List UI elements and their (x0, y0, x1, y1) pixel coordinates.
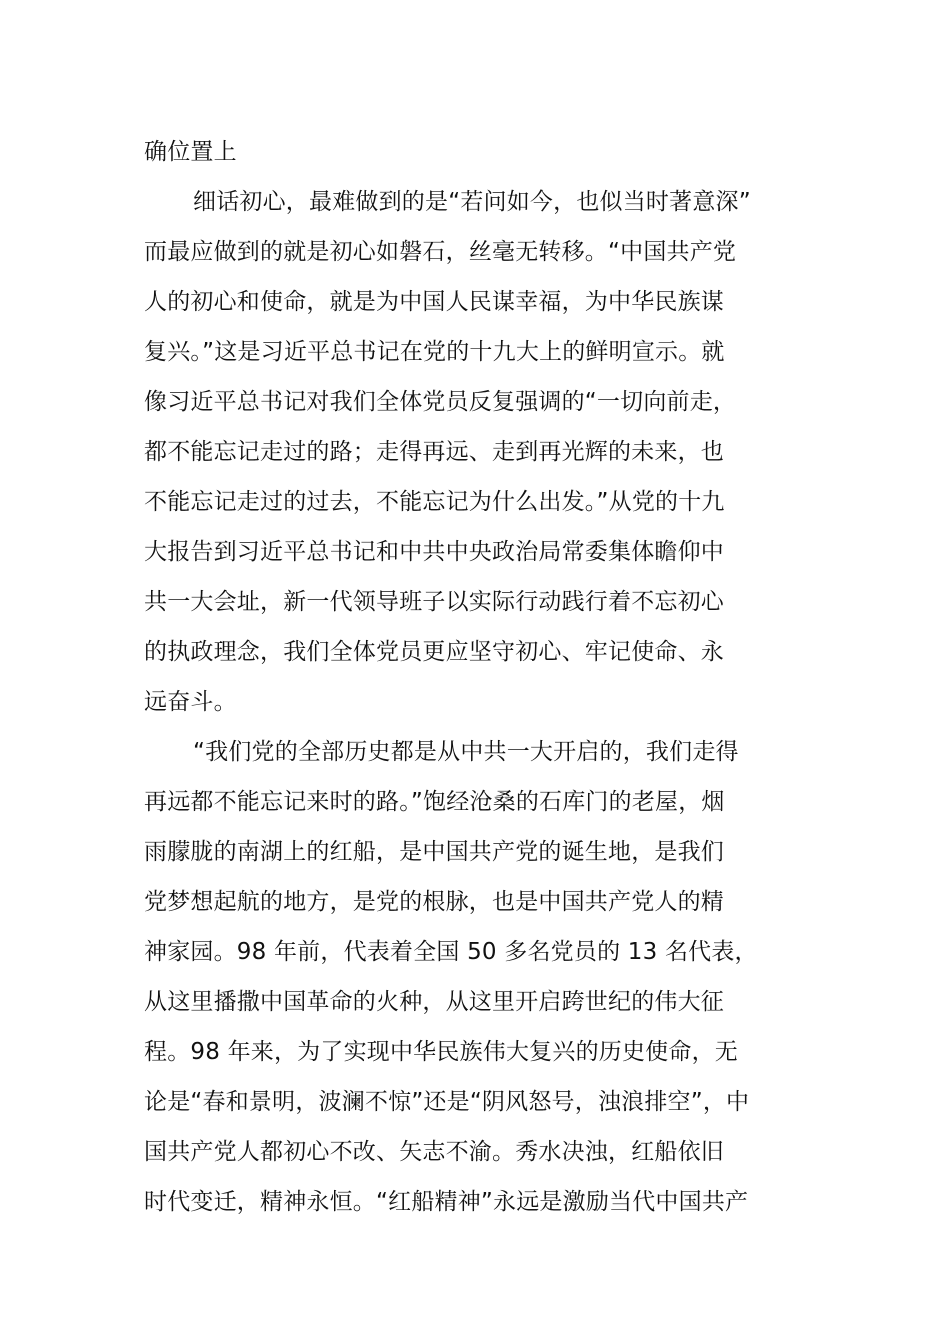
text-line: 的执政理念，我们全体党员更应坚守初心、牢记使命、永 (144, 639, 724, 665)
text-line: 共一大会址，新一代领导班子以实际行动践行着不忘初心 (144, 589, 724, 615)
text-line: 时代变迁，精神永恒。“红船精神”永远是激励当代中国共产 (144, 1189, 749, 1215)
text-line: 确位置上 (144, 139, 237, 165)
text-line: 复兴。”这是习近平总书记在党的十九大上的鲜明宣示。就 (144, 339, 725, 365)
text-line: 都不能忘记走过的路；走得再远、走到再光辉的未来，也 (144, 439, 724, 465)
text-line: 大报告到习近平总书记和中共中央政治局常委集体瞻仰中 (144, 539, 724, 565)
text-line: 人的初心和使命，就是为中国人民谋幸福，为中华民族谋 (144, 289, 724, 315)
text-line: 像习近平总书记对我们全体党员反复强调的“一切向前走， (144, 389, 737, 415)
text-line: 从这里播撒中国革命的火种，从这里开启跨世纪的伟大征 (144, 989, 724, 1015)
text-line: 不能忘记走过的过去，不能忘记为什么出发。”从党的十九 (144, 489, 725, 515)
text-line: 程。98 年来，为了实现中华民族伟大复兴的历史使命，无 (144, 1039, 738, 1065)
body-text (144, 127, 814, 1227)
text-line: 而最应做到的就是初心如磐石，丝毫无转移。“中国共产党 (144, 239, 737, 265)
paragraph-first-line: “我们党的全部历史都是从中共一大开启的，我们走得 (193, 739, 739, 765)
text-line: 国共产党人都初心不改、矢志不渝。秀水决浊，红船依旧 (144, 1139, 724, 1165)
text-line: 再远都不能忘记来时的路。”饱经沧桑的石库门的老屋，烟 (144, 789, 725, 815)
text-line: 神家园。98 年前，代表着全国 50 多名党员的 13 名代表， (144, 939, 758, 965)
text-line: 论是“春和景明，波澜不惊”还是“阴风怒号，浊浪排空”，中 (144, 1089, 750, 1115)
paragraph-first-line: 细话初心，最难做到的是“若问如今，也似当时著意深” (193, 189, 751, 215)
text-line: 远奋斗。 (144, 689, 237, 715)
text-line: 党梦想起航的地方，是党的根脉，也是中国共产党人的精 (144, 889, 724, 915)
text-line: 雨朦胧的南湖上的红船，是中国共产党的诞生地，是我们 (144, 839, 724, 865)
